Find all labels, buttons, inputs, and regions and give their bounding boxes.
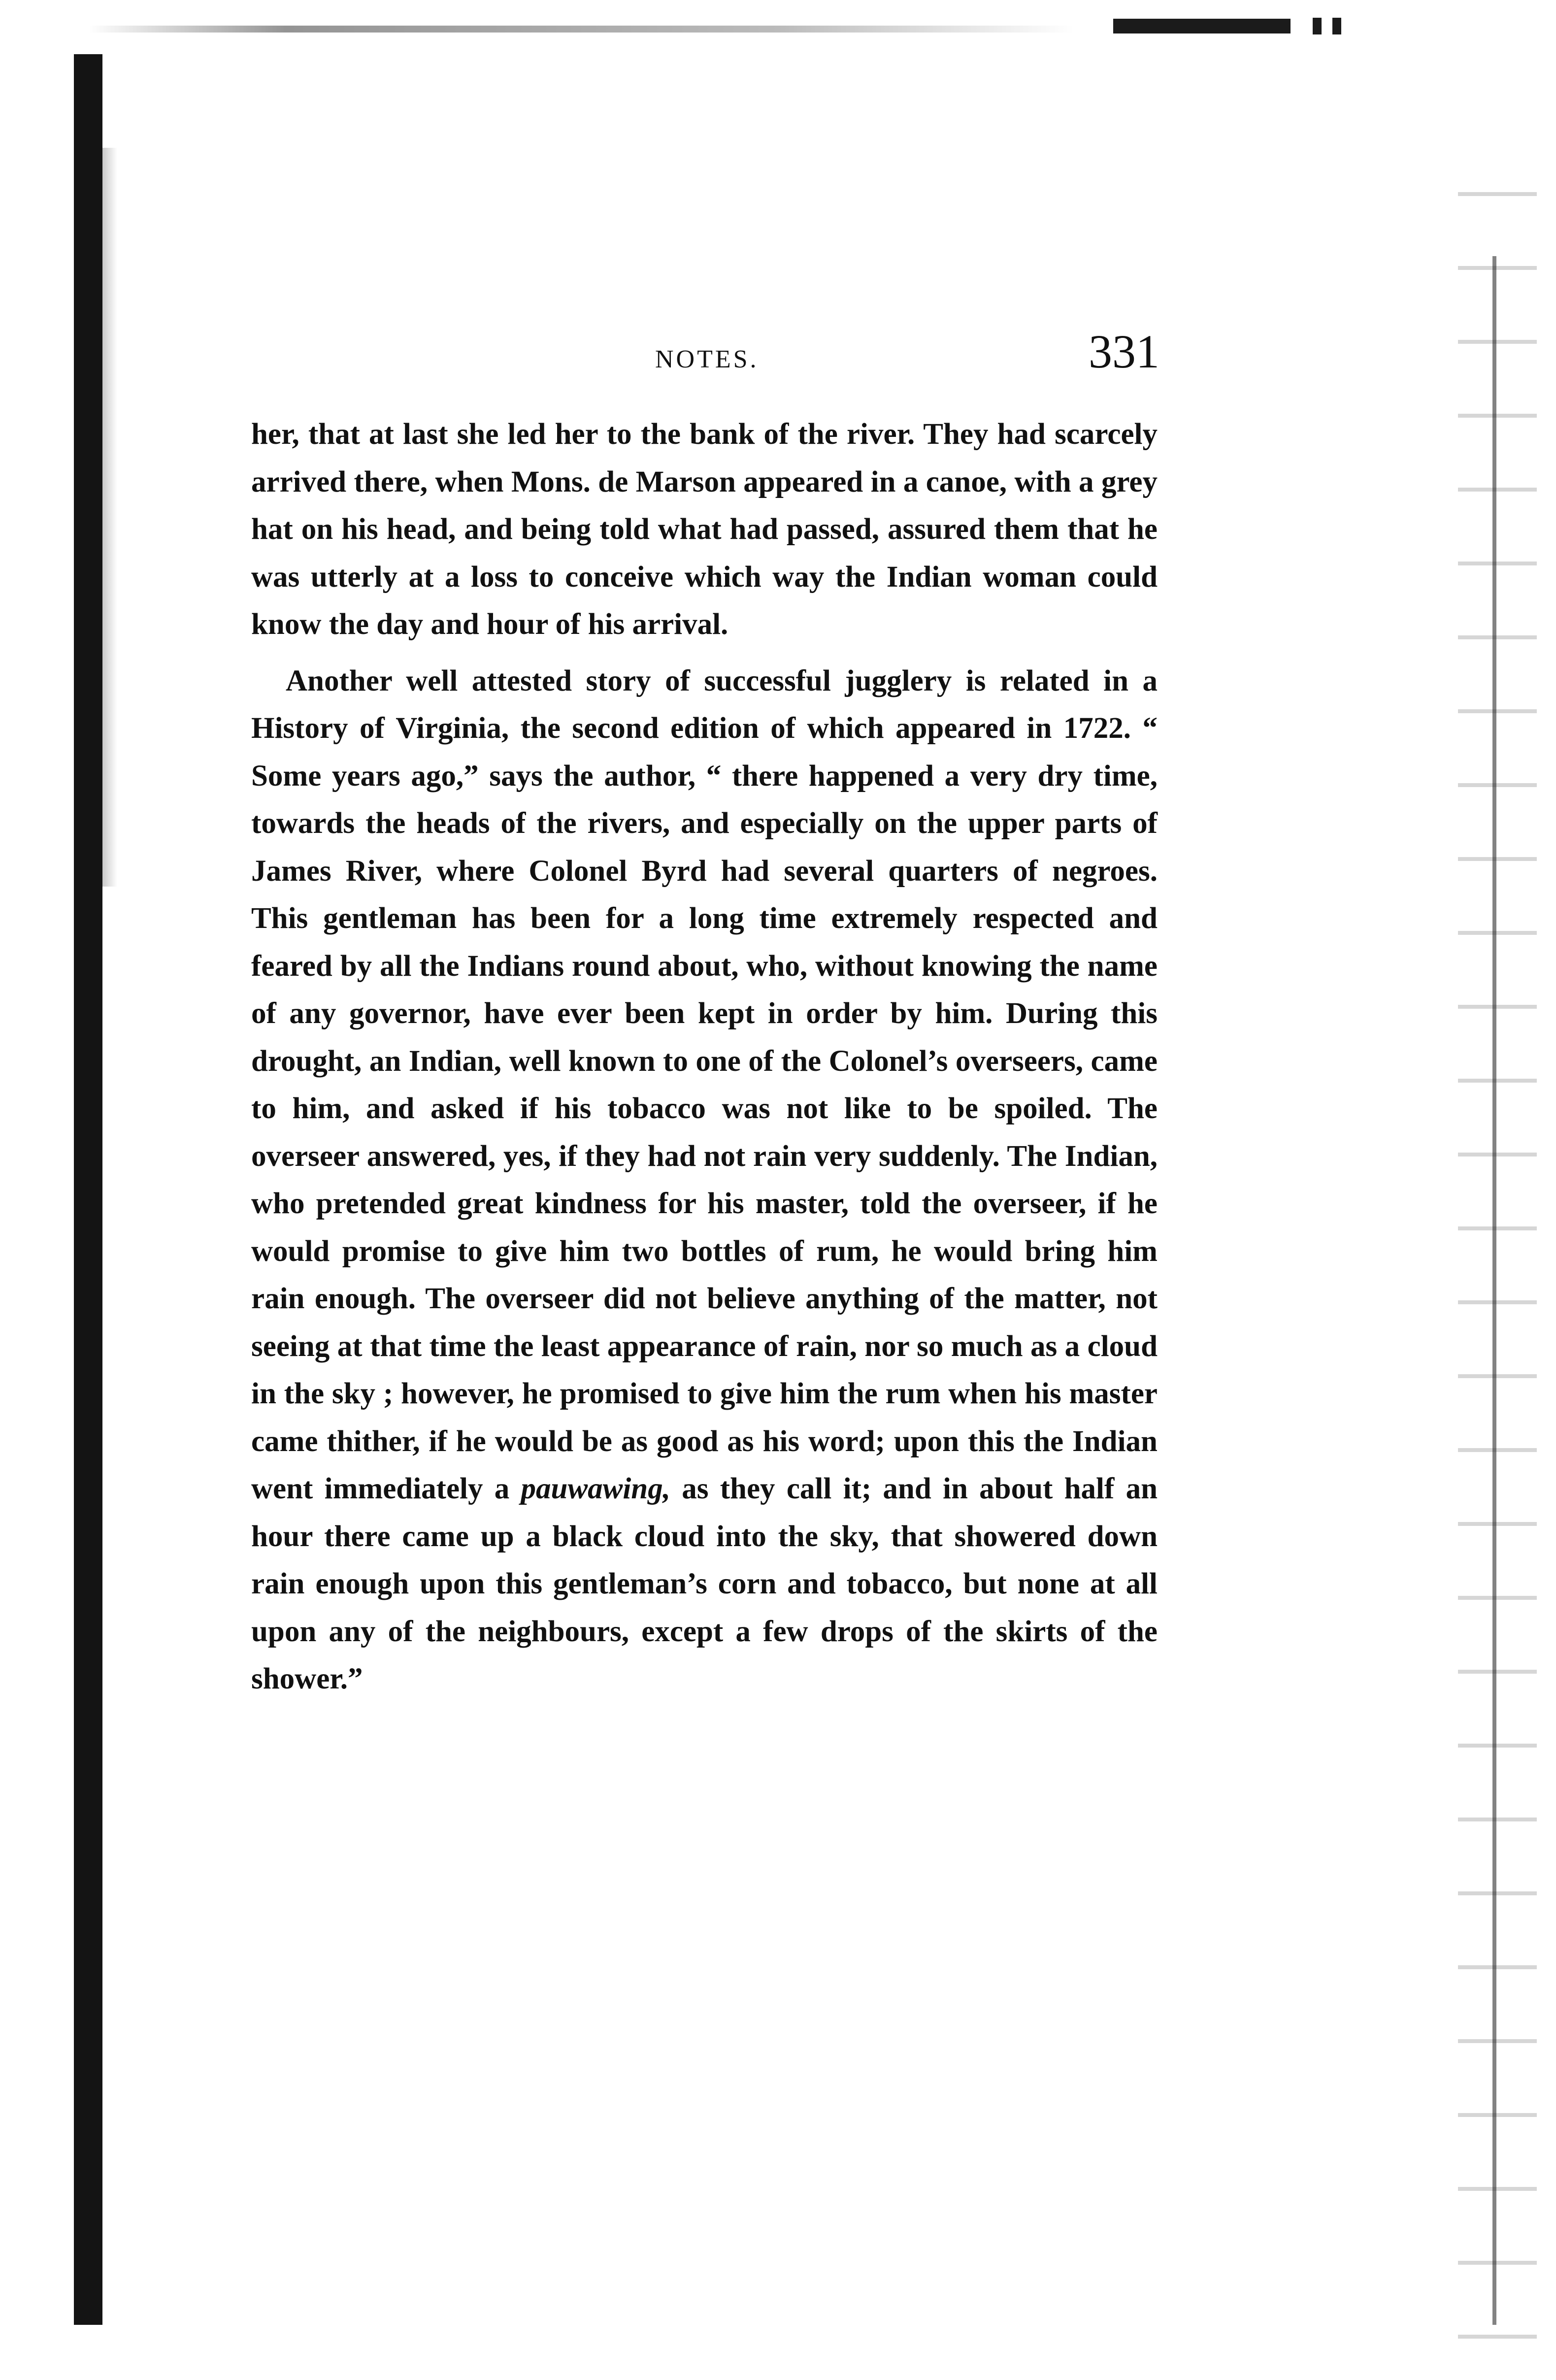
right-edge-scan-noise — [1458, 158, 1537, 2354]
paragraph-1: her, that at last she led her to the bank of the river. They had scarcely arrived there, when Mons. de Marson appeared in a canoe, with a grey hat on his head, and being told what had passed, assured them that he was utterly at a loss to conceive which way the Indian woman could know the day and hour of his arrival. — [251, 418, 1158, 641]
paragraph-2-text-before: Another well attested story of successful jugglery is related in a History of Virginia, the second edition of which appeared in 1722. “ Some years ago,” says the author, “ there happened a very dry time, towards the heads of the rivers, and especially on the upper parts of James River, where Colonel Byrd had several quarters of negroes. This gentleman has been for a long time extremely respected and feared by all the Indians round about, who, without knowing the name of any governor, have ever been kept in order by him. During this drought, an Indian, well known to one of the Colonel’s overseers, came to him, and asked if his tobacco was not like to be spoiled. The overseer answered, yes, if they had not rain very suddenly. The Indian, who pretended great kindness for his master, told the overseer, if he would promise to give him two bottles of rum, he would bring him rain enough. The overseer did not believe anything of the matter, not seeing at that time the least appearance of rain, nor so much as a cloud in the sky ; however, he promised to give him the rum when his master came thither, if he would be as good as his word; upon this the Indian went immediately a — [251, 664, 1158, 1505]
top-right-tick-mark — [1332, 18, 1341, 34]
body-text — [251, 411, 1158, 1703]
paragraph-2 — [251, 658, 1158, 1703]
running-head: NOTES. — [655, 345, 759, 373]
paragraph-2-text-after: as they call it; and in about half an hour there came up a black cloud into the sky, that showered down rain enough upon this gentleman’s corn and tobacco, but none at all upon any of the neighbours, except a few drops of the skirts of the shower.” — [251, 1472, 1158, 1695]
top-right-scan-mark — [1113, 19, 1291, 33]
binding-fade — [102, 148, 117, 887]
top-right-tick-mark — [1313, 18, 1322, 34]
page-number: 331 — [1089, 325, 1159, 378]
emphasized-word: pauwawing, — [521, 1472, 670, 1505]
right-edge-line — [1492, 256, 1496, 2325]
page-binding-shadow — [74, 54, 102, 2325]
top-scan-smudge — [89, 26, 1074, 33]
